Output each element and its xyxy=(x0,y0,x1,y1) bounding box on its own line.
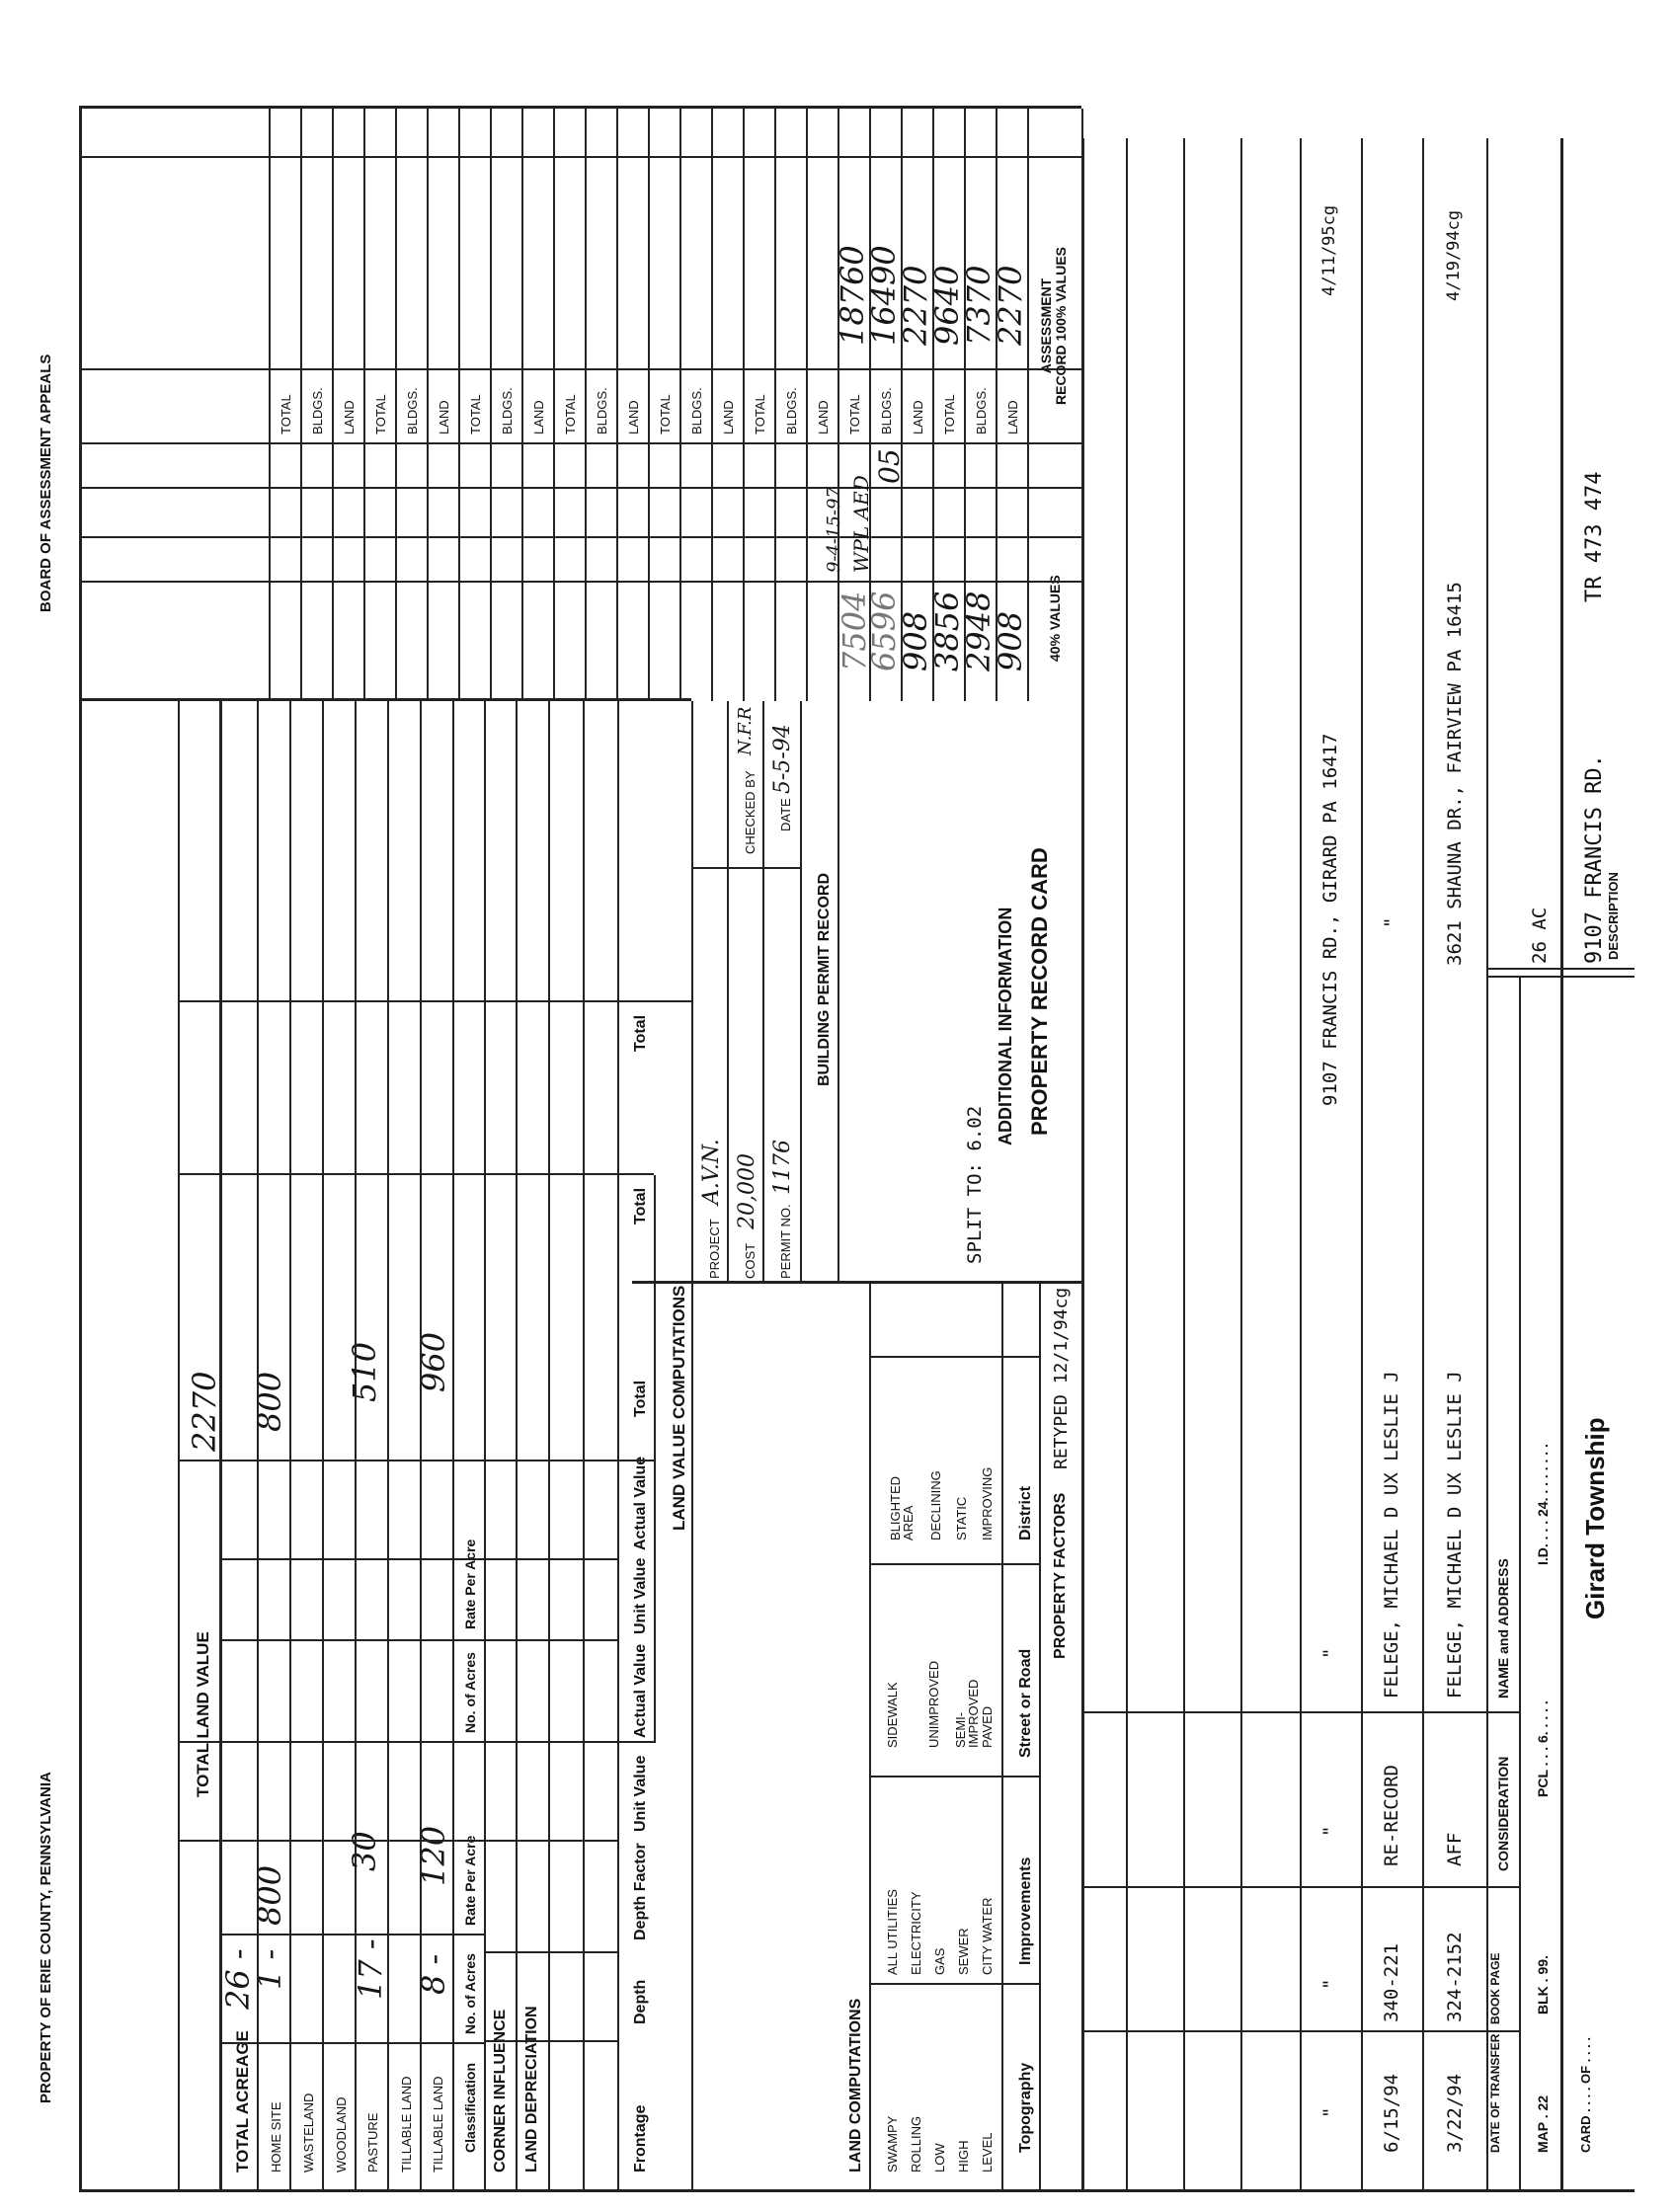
assessment-100-header: ASSESSMENT RECORD 100% VALUES xyxy=(1038,246,1069,405)
assessment-rule xyxy=(521,109,523,701)
factors-rule xyxy=(1039,1284,1041,2192)
factors-right-border xyxy=(632,1281,1081,1284)
assessment-label: BLDGS. xyxy=(595,387,609,434)
property-factors-title: PROPERTY FACTORS xyxy=(1052,1492,1069,1659)
assessment-rule xyxy=(711,109,713,701)
total-land-value: 2270 xyxy=(186,1371,223,1452)
rate-header: Rate Per Acre xyxy=(462,1539,478,1629)
map-field: MAP . 22 xyxy=(1535,2094,1551,2153)
class-rule xyxy=(420,701,422,2192)
transfer-book: 324-2152 xyxy=(1444,1932,1466,2022)
project-value: A.V.N. xyxy=(699,1139,724,1205)
transfer-date: 6/15/94 xyxy=(1381,2073,1402,2153)
header-rule xyxy=(1560,138,1563,2192)
retyped-note: RETYPED 12/1/94cg xyxy=(1051,1287,1072,1469)
permit-date-value: 5-5-94 xyxy=(770,724,795,794)
class-rule xyxy=(355,701,357,2192)
permit-rule xyxy=(800,701,802,1284)
land-value-rule xyxy=(691,701,693,2192)
improvement-item: ALL UTILITIES xyxy=(885,1889,900,1975)
assessment-rule xyxy=(901,109,903,701)
assessment-label: BLDGS. xyxy=(500,387,515,434)
assessment-label: BLDGS. xyxy=(974,387,989,434)
card-number-label: CARD . . . . OF . . . . xyxy=(1578,2036,1593,2153)
value-40: 6596 xyxy=(865,591,903,672)
record-card-title: PROPERTY RECORD CARD xyxy=(1027,847,1052,1136)
land-col-line xyxy=(219,1639,617,1641)
frontage-header: Frontage xyxy=(632,2104,649,2172)
class-label: TILLABLE LAND xyxy=(431,2076,445,2172)
change-mark: 05 xyxy=(873,448,906,484)
assessment-40-header: 40% VALUES xyxy=(1047,575,1063,662)
street-item: SIDEWALK xyxy=(885,1682,900,1748)
assessment-label: LAND xyxy=(342,400,357,434)
acreage-note: 26 AC xyxy=(1529,907,1551,964)
permit-title: BUILDING PERMIT RECORD xyxy=(816,873,833,1086)
street-header: Street or Road xyxy=(1017,1648,1034,1758)
transfer-col-line xyxy=(1081,2030,1521,2032)
total-land-value-rule xyxy=(178,701,180,2192)
assessment-rule xyxy=(838,109,839,701)
corner-influence: CORNER INFLUENCE xyxy=(492,2009,509,2172)
transfer-col-line xyxy=(1081,1886,1521,1888)
assessment-left-border xyxy=(79,698,691,701)
project-label: PROJECT xyxy=(707,1219,722,1279)
assessment-rule xyxy=(932,109,934,701)
total-acreage-label: TOTAL ACREAGE xyxy=(233,2030,252,2172)
col-name-header: NAME and ADDRESS xyxy=(1495,1558,1511,1698)
assessment-col-line xyxy=(79,536,1081,538)
value-40: 908 xyxy=(897,610,934,672)
transfer-name: FELEGE, MICHAEL D UX LESLIE J xyxy=(1444,1371,1466,1698)
frontage-rule xyxy=(516,701,518,2192)
transfer-row-rule xyxy=(1183,138,1185,2192)
value-100: 18760 xyxy=(834,245,871,346)
improvement-item: GAS xyxy=(932,1947,947,1975)
district-item: DECLINING xyxy=(928,1470,943,1540)
class-acres: 8 - xyxy=(415,1953,452,1995)
assessment-col-line xyxy=(79,368,1081,370)
district-item: BLIGHTED AREA xyxy=(888,1475,916,1540)
col-book-header: BOOK PAGE xyxy=(1488,1952,1502,2024)
topo-item: ROLLING xyxy=(909,2115,923,2172)
value-100: 9640 xyxy=(928,265,966,346)
assessment-col-line xyxy=(79,581,1081,583)
assessment-label: LAND xyxy=(626,400,641,434)
class-rate: 800 xyxy=(251,1864,288,1926)
factors-col-line xyxy=(869,1983,1039,1985)
assessment-rule xyxy=(774,109,776,701)
transfer-book: " xyxy=(1319,1978,1341,1990)
blk-field: BLK . 99. xyxy=(1535,1955,1551,2014)
assessment-rule xyxy=(269,109,271,701)
col-date-header: DATE OF TRANSFER xyxy=(1488,2033,1502,2153)
additional-info-title: ADDITIONAL INFORMATION xyxy=(996,907,1015,1146)
value-40: 3856 xyxy=(928,591,966,672)
topo-item: HIGH xyxy=(956,2140,971,2172)
split-note: SPLIT TO: 6.02 xyxy=(964,1105,986,1264)
value-100: 16490 xyxy=(865,245,903,346)
value-40: 2948 xyxy=(960,591,997,672)
assessment-rule xyxy=(806,109,808,701)
class-label: TILLABLE LAND xyxy=(399,2076,414,2172)
permit-no-label: PERMIT NO. xyxy=(778,1204,793,1279)
factors-rule xyxy=(869,1284,871,2192)
header-divider-2 xyxy=(1486,968,1635,970)
land-col-line xyxy=(178,1000,691,1002)
transfer-name: " xyxy=(1319,1647,1341,1659)
assessment-rule xyxy=(648,109,650,701)
frontage-rule xyxy=(548,701,550,2192)
class-total: 800 xyxy=(251,1371,288,1432)
assessment-label: LAND xyxy=(1005,400,1020,434)
assessment-rule xyxy=(585,109,587,701)
assessment-label: LAND xyxy=(721,400,736,434)
land-col-line xyxy=(219,1558,617,1560)
assessment-label: LAND xyxy=(816,400,831,434)
cost-label: COST xyxy=(743,1242,758,1279)
assessment-label: TOTAL xyxy=(753,394,767,434)
assessment-rule xyxy=(332,109,334,701)
assessment-rule xyxy=(553,109,555,701)
assessment-rule xyxy=(869,109,871,701)
transfer-stamp: 4/19/94cg xyxy=(1444,209,1464,301)
transfer-consideration: RE-RECORD xyxy=(1381,1765,1402,1866)
total-header: Total xyxy=(632,1014,649,1052)
footer-right: BOARD OF ASSESSMENT APPEALS xyxy=(38,354,54,612)
topography-header: Topography xyxy=(1017,2062,1034,2153)
assessment-col-line xyxy=(79,487,1081,489)
transfer-header-rule xyxy=(1486,138,1488,2192)
improvement-item: CITY WATER xyxy=(980,1897,995,1975)
class-rule xyxy=(322,701,324,2192)
card-right-border xyxy=(79,106,1081,109)
depth-factor-header: Depth Factor xyxy=(632,1843,649,1940)
permit-rule xyxy=(762,701,764,1284)
permit-no-value: 1176 xyxy=(770,1140,795,1195)
township-title: Girard Township xyxy=(1580,1417,1610,1620)
classification-header: Classification xyxy=(462,2062,478,2153)
class-acres: 1 - xyxy=(251,1948,288,1990)
assessment-rule xyxy=(679,109,681,701)
header-rule-2 xyxy=(1519,978,1521,2192)
unit-value-header: Unit Value xyxy=(632,1755,649,1832)
class-label: WOODLAND xyxy=(334,2096,349,2172)
class-label: HOME SITE xyxy=(269,2101,283,2172)
total-header: Total xyxy=(632,1187,649,1224)
land-col-line xyxy=(219,1934,484,1936)
permit-rule xyxy=(838,701,839,1284)
transfer-row-rule xyxy=(1361,138,1363,2192)
depth-header: Depth xyxy=(632,1979,649,2024)
assessment-col-line xyxy=(79,442,1081,444)
land-col-line xyxy=(178,1173,654,1175)
land-col-line xyxy=(219,2042,484,2044)
assessment-label: TOTAL xyxy=(468,394,483,434)
change-note: WPL AED xyxy=(849,475,873,573)
transfer-address: " xyxy=(1381,916,1402,928)
topo-item: SWAMPY xyxy=(885,2115,900,2172)
actual-value-header: Actual Value xyxy=(632,1456,649,1550)
land-value-rule xyxy=(654,1175,656,1743)
class-acres: 17 - xyxy=(352,1938,389,2000)
assessment-label: LAND xyxy=(531,400,546,434)
transfer-date: 3/22/94 xyxy=(1444,2073,1466,2153)
class-rate: 30 xyxy=(346,1831,383,1871)
class-rule xyxy=(452,701,454,2192)
assessment-label: TOTAL xyxy=(373,394,388,434)
transfer-row-rule xyxy=(1422,138,1424,2192)
value-40: 7504 xyxy=(836,591,873,672)
land-col-line xyxy=(178,1460,654,1462)
assessment-label: BLDGS. xyxy=(689,387,704,434)
acres-header: No. of Acres xyxy=(462,1652,478,1733)
assessment-top-rule xyxy=(1081,109,1083,701)
land-computations-title: LAND COMPUTATIONS xyxy=(847,1998,864,2172)
assessment-label: LAND xyxy=(911,400,925,434)
land-col-line xyxy=(178,1840,617,1842)
transfer-row-rule xyxy=(1300,138,1302,2192)
pcl-field: PCL . . . 6. . . . . xyxy=(1535,1700,1551,1797)
unit-value-header: Unit Value xyxy=(632,1557,649,1634)
cost-value: 20,000 xyxy=(735,1153,759,1229)
checked-by-value: N.F.R xyxy=(735,706,756,755)
assessment-rule xyxy=(300,109,302,701)
district-item: STATIC xyxy=(954,1496,969,1540)
assessment-rule xyxy=(996,109,997,701)
land-depreciation: LAND DEPRECIATION xyxy=(523,2006,540,2172)
class-rate: 120 xyxy=(415,1825,452,1886)
actual-value-header: Actual Value xyxy=(632,1643,649,1738)
transfer-address: 3621 SHAUNA DR., FAIRVIEW PA 16415 xyxy=(1444,582,1466,966)
assessment-label: TOTAL xyxy=(279,394,293,434)
land-col-line xyxy=(484,2040,617,2042)
total-header: Total xyxy=(632,1380,649,1417)
transfer-row-rule xyxy=(1240,138,1242,2192)
transfer-stamp: 4/11/95cg xyxy=(1319,204,1339,296)
assessment-rule xyxy=(427,109,429,701)
factors-col-line xyxy=(869,1563,1039,1565)
card-bottom-border xyxy=(79,109,82,2192)
transfer-col-line xyxy=(1081,1711,1521,1713)
class-label: WASTELAND xyxy=(301,2093,316,2172)
assessment-rule xyxy=(616,109,618,701)
topo-item: LEVEL xyxy=(980,2132,995,2172)
assessment-rule xyxy=(363,109,365,701)
permit-date-label: DATE xyxy=(778,798,793,831)
tr-number: TR 473 474 xyxy=(1582,471,1607,602)
district-item: IMPROVING xyxy=(980,1466,995,1540)
land-value-computations-title: LAND VALUE COMPUTATIONS xyxy=(670,1285,688,1531)
assessment-rule xyxy=(490,109,492,701)
improvement-item: SEWER xyxy=(956,1928,971,1975)
transfer-consideration: AFF xyxy=(1444,1832,1466,1866)
assessment-rule xyxy=(458,109,460,701)
factors-col-line xyxy=(869,1356,1039,1358)
street-item: UNIMPROVED xyxy=(926,1660,941,1748)
description-label: DESCRIPTION xyxy=(1606,872,1621,960)
street-item: SEMI-IMPROVED xyxy=(953,1679,981,1748)
total-acreage-value: 26 - xyxy=(219,1948,257,2010)
value-100: 7370 xyxy=(960,265,997,346)
description-value: 9107 FRANCIS RD. xyxy=(1582,754,1607,964)
assessment-rule xyxy=(395,109,397,701)
land-col-line xyxy=(484,1951,617,1953)
value-40: 908 xyxy=(992,610,1029,672)
assessment-label: BLDGS. xyxy=(310,387,325,434)
footer-left: PROPERTY OF ERIE COUNTY, PENNSYLVANIA xyxy=(38,1772,54,2103)
class-total: 510 xyxy=(346,1341,383,1402)
transfer-name: FELEGE, MICHAEL D UX LESLIE J xyxy=(1381,1371,1402,1698)
district-header: District xyxy=(1017,1485,1034,1540)
assessment-label: BLDGS. xyxy=(405,387,420,434)
card-left-border xyxy=(79,2189,1635,2192)
total-land-value-label: TOTAL LAND VALUE xyxy=(194,1631,212,1797)
acres-header: No. of Acres xyxy=(462,1953,478,2034)
topo-item: LOW xyxy=(932,2143,947,2172)
assessment-rule xyxy=(743,109,745,701)
assessment-label: TOTAL xyxy=(942,394,957,434)
factors-col-line xyxy=(869,1776,1039,1778)
frontage-rule xyxy=(617,701,619,2192)
assessment-rule xyxy=(964,109,966,701)
class-total: 960 xyxy=(415,1331,452,1392)
value-100: 2270 xyxy=(897,265,934,346)
assessment-label: LAND xyxy=(437,400,451,434)
frontage-rule xyxy=(484,701,486,2192)
class-label: PASTURE xyxy=(365,2112,380,2172)
improvements-header: Improvements xyxy=(1017,1856,1034,1965)
assessment-label: BLDGS. xyxy=(879,387,894,434)
frontage-rule xyxy=(583,701,585,2192)
class-rule xyxy=(289,701,291,2192)
checked-by-label: CHECKED BY xyxy=(743,770,758,854)
header-divider xyxy=(1486,976,1635,978)
permit-rule xyxy=(727,701,729,1284)
transfer-date: " xyxy=(1319,2106,1341,2118)
assessment-label: BLDGS. xyxy=(784,387,799,434)
value-100: 2270 xyxy=(992,265,1029,346)
street-item: PAVED xyxy=(980,1705,995,1748)
id-field: I.D. . . . 24. . . . . . . . xyxy=(1535,1444,1551,1565)
improvement-item: ELECTRICITY xyxy=(909,1891,923,1975)
transfer-address: 9107 FRANCIS RD., GIRARD PA 16417 xyxy=(1319,733,1341,1106)
change-note-date: 9-4-15-97 xyxy=(824,487,844,573)
factors-rule xyxy=(1001,1284,1003,2192)
transfer-consideration: " xyxy=(1319,1825,1341,1837)
assessment-label: TOTAL xyxy=(563,394,578,434)
col-consideration-header: CONSIDERATION xyxy=(1495,1756,1511,1871)
assessment-label: TOTAL xyxy=(658,394,673,434)
transfer-book: 340-221 xyxy=(1381,1942,1402,2022)
class-rule xyxy=(257,701,259,2192)
transfer-row-rule xyxy=(1126,138,1128,2192)
assessment-label: TOTAL xyxy=(847,394,862,434)
land-col-line xyxy=(178,1741,654,1743)
rate-header: Rate Per Acre xyxy=(462,1835,478,1926)
permit-col-line xyxy=(691,867,800,869)
assessment-col-line xyxy=(79,156,1081,158)
